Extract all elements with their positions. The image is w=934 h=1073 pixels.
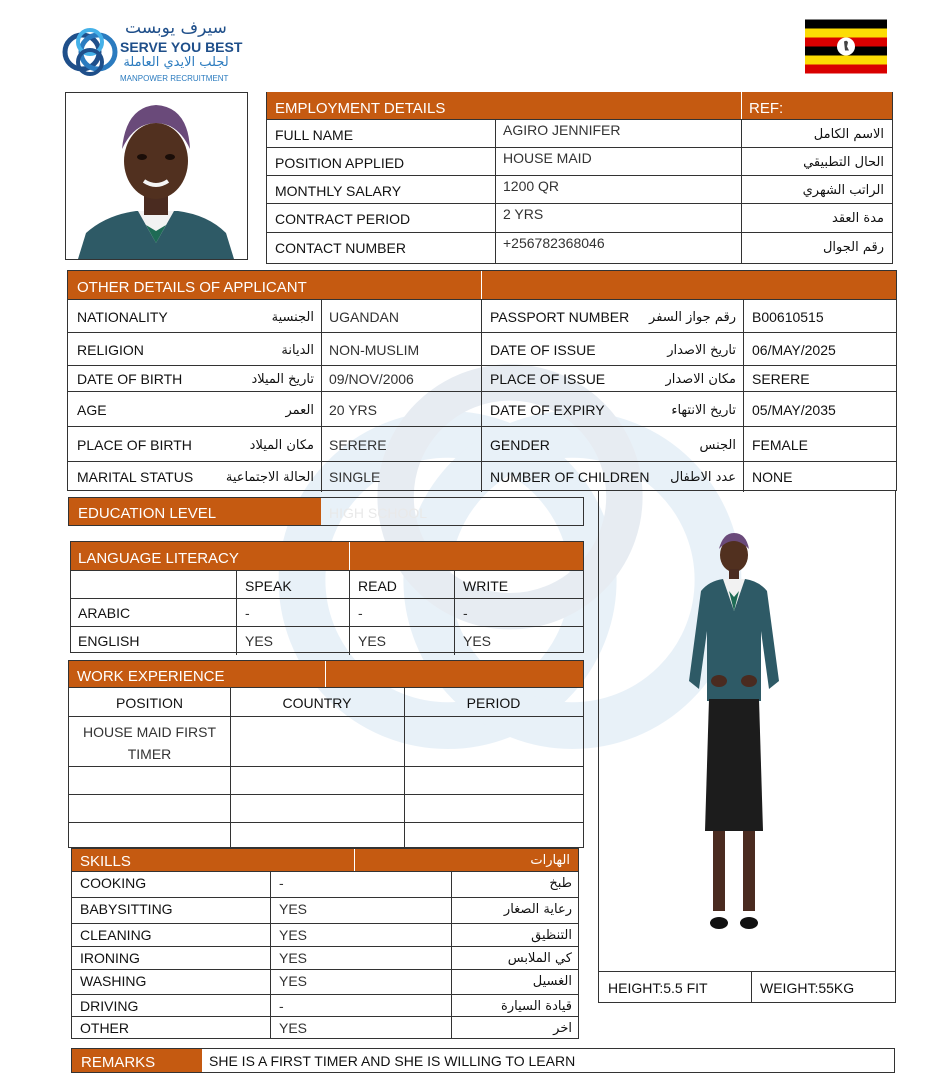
- work-row: [69, 822, 583, 848]
- employment-details-title: EMPLOYMENT DETAILS: [275, 100, 446, 117]
- skill-value: YES: [279, 950, 308, 966]
- employment-row-value: 2 YRS: [503, 206, 544, 222]
- column-divider: [743, 392, 744, 427]
- skill-row: [72, 923, 578, 946]
- column-divider: [495, 204, 496, 233]
- language-column-header: WRITE: [463, 578, 509, 594]
- remarks-header: [72, 1049, 202, 1072]
- column-divider: [741, 148, 742, 176]
- skill-value: YES: [279, 973, 308, 989]
- skill-name-arabic: التنظيق: [531, 928, 572, 943]
- skill-name-arabic: طبخ: [549, 876, 572, 891]
- work-row: [69, 716, 583, 766]
- column-divider: [270, 1017, 271, 1039]
- column-divider: [743, 333, 744, 366]
- other-right-arabic: عدد الاطفال: [670, 470, 736, 485]
- skills-title-arabic: الهارات: [530, 853, 570, 868]
- other-left-label: AGE: [77, 402, 107, 418]
- skill-name-arabic: كي الملابس: [507, 951, 572, 966]
- column-divider: [451, 1017, 452, 1039]
- language-literacy-header: [71, 542, 583, 570]
- other-left-arabic: العمر: [285, 403, 314, 418]
- column-divider: [270, 995, 271, 1017]
- other-right-label: GENDER: [490, 437, 550, 453]
- remarks-label: REMARKS: [81, 1054, 156, 1071]
- employment-row-label: CONTACT NUMBER: [275, 240, 406, 256]
- language-column-header-row: [71, 570, 583, 598]
- skill-row: [72, 994, 578, 1016]
- column-divider: [481, 427, 482, 462]
- education-level-value: HIGH SCHOOL: [329, 505, 428, 521]
- other-right-value: B00610515: [752, 309, 824, 325]
- other-details-row: [68, 461, 896, 491]
- employment-row-label: FULL NAME: [275, 127, 354, 143]
- column-divider: [230, 767, 231, 795]
- employment-row-arabic: مدة العقد: [832, 211, 884, 226]
- language-literacy-title: LANGUAGE LITERACY: [78, 550, 239, 567]
- remarks-row: [71, 1048, 895, 1073]
- other-right-label: NUMBER OF CHILDREN: [490, 469, 650, 485]
- employment-details-header: [267, 92, 892, 119]
- work-row: [69, 794, 583, 822]
- other-left-value: SERERE: [329, 437, 387, 453]
- language-skill-value: YES: [358, 633, 387, 649]
- column-divider: [270, 872, 271, 898]
- work-column-header: POSITION: [116, 695, 183, 711]
- skill-row: [72, 946, 578, 969]
- other-details-row: [68, 391, 896, 426]
- column-divider: [270, 947, 271, 970]
- column-divider: [270, 898, 271, 924]
- ref-label: REF:: [749, 100, 784, 117]
- other-details-row: [68, 426, 896, 461]
- work-experience-table: [68, 660, 584, 848]
- language-skill-value: -: [245, 605, 250, 621]
- other-left-value: NON-MUSLIM: [329, 342, 420, 358]
- skill-name: CLEANING: [80, 927, 152, 943]
- column-divider: [349, 627, 350, 655]
- language-row: [71, 598, 583, 626]
- other-left-arabic: الحالة الاجتماعية: [225, 470, 314, 485]
- column-divider: [741, 233, 742, 264]
- skill-name-arabic: قيادة السيارة: [501, 999, 572, 1014]
- work-experience-title: WORK EXPERIENCE: [77, 668, 225, 685]
- employment-row: [267, 119, 892, 147]
- company-logo: [60, 18, 243, 84]
- column-divider: [404, 767, 405, 795]
- other-right-arabic: تاريخ الاصدار: [667, 343, 736, 358]
- height-value: HEIGHT:5.5 FIT: [608, 980, 708, 996]
- other-right-arabic: تاريخ الانتهاء: [671, 403, 736, 418]
- other-right-value: FEMALE: [752, 437, 809, 453]
- skill-row: [72, 897, 578, 923]
- language-skill-value: YES: [245, 633, 274, 649]
- other-details-row: [68, 332, 896, 365]
- column-divider: [321, 462, 322, 492]
- column-divider: [495, 176, 496, 204]
- column-divider: [349, 571, 350, 599]
- column-divider: [451, 995, 452, 1017]
- other-right-value: 06/MAY/2025: [752, 342, 836, 358]
- other-details-header: [68, 271, 896, 299]
- skill-name: WASHING: [80, 973, 147, 989]
- column-divider: [481, 392, 482, 427]
- other-left-label: DATE OF BIRTH: [77, 371, 183, 387]
- applicant-full-photo-panel: [598, 490, 896, 1003]
- employment-row-label: CONTRACT PERIOD: [275, 211, 411, 227]
- portrait-image: [66, 93, 247, 259]
- logo-emblem-icon: [60, 22, 120, 82]
- employment-row-arabic: الراتب الشهري: [802, 183, 884, 198]
- other-left-label: NATIONALITY: [77, 309, 168, 325]
- language-literacy-table: [70, 541, 584, 653]
- skill-name: DRIVING: [80, 998, 139, 1014]
- language-column-header: READ: [358, 578, 397, 594]
- skill-name-arabic: رعاية الصغار: [503, 902, 572, 917]
- column-divider: [270, 924, 271, 947]
- skill-value: -: [279, 875, 284, 891]
- employment-row-arabic: رقم الجوال: [822, 240, 884, 255]
- employment-row-value: 1200 QR: [503, 178, 560, 194]
- other-details-row: [68, 365, 896, 391]
- other-left-value: 20 YRS: [329, 402, 377, 418]
- column-divider: [454, 571, 455, 599]
- other-left-arabic: الديانة: [281, 343, 314, 358]
- other-left-value: SINGLE: [329, 469, 381, 485]
- language-skill-value: -: [358, 605, 363, 621]
- other-right-label: PASSPORT NUMBER: [490, 309, 630, 325]
- column-divider: [481, 366, 482, 392]
- employment-row-value: AGIRO JENNIFER: [503, 122, 621, 138]
- skill-value: YES: [279, 1020, 308, 1036]
- employment-row-value: +256782368046: [503, 235, 605, 251]
- column-divider: [321, 392, 322, 427]
- employment-details-table: [266, 92, 893, 264]
- column-divider: [236, 599, 237, 627]
- column-divider: [236, 627, 237, 655]
- other-left-arabic: الجنسية: [271, 310, 314, 325]
- column-divider: [230, 823, 231, 849]
- employment-row: [267, 175, 892, 203]
- column-divider: [451, 872, 452, 898]
- column-divider: [495, 148, 496, 176]
- column-divider: [404, 717, 405, 767]
- skills-header: [72, 849, 578, 871]
- skill-row: [72, 1016, 578, 1038]
- column-divider: [451, 970, 452, 995]
- employment-row-value: HOUSE MAID: [503, 150, 592, 166]
- skill-name: BABYSITTING: [80, 901, 173, 917]
- work-column-header: PERIOD: [466, 695, 521, 711]
- other-right-value: 05/MAY/2035: [752, 402, 836, 418]
- other-right-value: NONE: [752, 469, 793, 485]
- other-details-table: [67, 270, 897, 491]
- employment-row: [267, 232, 892, 263]
- column-divider: [741, 120, 742, 148]
- employment-row: [267, 203, 892, 232]
- company-name-arabic: سيرف يوبست: [125, 18, 227, 38]
- column-divider: [451, 898, 452, 924]
- full-body-image: [679, 531, 789, 951]
- skill-name: OTHER: [80, 1020, 129, 1036]
- column-divider: [230, 717, 231, 767]
- skill-name-arabic: الغسيل: [532, 974, 572, 989]
- skill-name: IRONING: [80, 950, 140, 966]
- company-tagline: MANPOWER RECRUITMENT: [120, 74, 229, 83]
- employment-row: [267, 147, 892, 175]
- other-right-label: PLACE OF ISSUE: [490, 371, 606, 387]
- column-divider: [481, 300, 482, 333]
- education-level-row: [68, 497, 584, 526]
- other-left-label: MARITAL STATUS: [77, 469, 194, 485]
- other-left-value: 09/NOV/2006: [329, 371, 414, 387]
- language-skill-value: YES: [463, 633, 492, 649]
- education-level-header: [69, 498, 321, 525]
- other-right-value: SERERE: [752, 371, 810, 387]
- language-name: ENGLISH: [78, 633, 140, 649]
- work-position-line-2: TIMER: [127, 746, 172, 762]
- other-left-value: UGANDAN: [329, 309, 400, 325]
- column-divider: [349, 599, 350, 627]
- education-level-label: EDUCATION LEVEL: [78, 505, 217, 522]
- other-left-arabic: مكان الميلاد: [249, 438, 314, 453]
- column-divider: [743, 427, 744, 462]
- other-details-title: OTHER DETAILS OF APPLICANT: [77, 279, 307, 296]
- column-divider: [743, 462, 744, 492]
- company-subtitle-arabic: لجلب الايدي العاملة: [123, 55, 229, 70]
- language-row: [71, 626, 583, 654]
- column-divider: [495, 233, 496, 264]
- other-right-arabic: مكان الاصدار: [665, 372, 736, 387]
- column-divider: [743, 300, 744, 333]
- language-column-header: SPEAK: [245, 578, 292, 594]
- work-row: [69, 766, 583, 794]
- column-divider: [236, 571, 237, 599]
- skills-table: [71, 848, 579, 1039]
- skills-title: SKILLS: [80, 853, 131, 870]
- language-name: ARABIC: [78, 605, 131, 621]
- column-divider: [270, 970, 271, 995]
- column-divider: [481, 333, 482, 366]
- applicant-portrait-photo: [65, 92, 248, 260]
- other-right-arabic: رقم جواز السفر: [649, 310, 736, 325]
- column-divider: [321, 366, 322, 392]
- column-divider: [454, 599, 455, 627]
- skill-row: [72, 871, 578, 897]
- weight-value: WEIGHT:55KG: [760, 980, 855, 996]
- other-right-label: DATE OF ISSUE: [490, 342, 596, 358]
- column-divider: [741, 204, 742, 233]
- work-position-line-1: HOUSE MAID FIRST: [82, 724, 216, 740]
- language-skill-value: -: [463, 605, 468, 621]
- column-divider: [451, 924, 452, 947]
- work-column-header-row: [69, 687, 583, 716]
- column-divider: [321, 333, 322, 366]
- column-divider: [321, 300, 322, 333]
- other-right-label: DATE OF EXPIRY: [490, 402, 605, 418]
- skill-name: COOKING: [80, 875, 147, 891]
- skill-value: -: [279, 998, 284, 1014]
- employment-row-arabic: الحال التطبيقي: [803, 155, 884, 170]
- column-divider: [230, 795, 231, 823]
- column-divider: [741, 176, 742, 204]
- column-divider: [454, 627, 455, 655]
- column-divider: [451, 947, 452, 970]
- remarks-value: SHE IS A FIRST TIMER AND SHE IS WILLING TO LEARN: [209, 1053, 576, 1069]
- skill-value: YES: [279, 901, 308, 917]
- employment-row-label: MONTHLY SALARY: [275, 183, 402, 199]
- work-column-header: COUNTRY: [282, 695, 352, 711]
- column-divider: [404, 823, 405, 849]
- column-divider: [481, 462, 482, 492]
- other-left-label: PLACE OF BIRTH: [77, 437, 192, 453]
- column-divider: [743, 366, 744, 392]
- employment-row-arabic: الاسم الكامل: [813, 127, 884, 142]
- skill-name-arabic: اخر: [553, 1021, 572, 1036]
- other-left-label: RELIGION: [77, 342, 144, 358]
- other-right-arabic: الجنس: [699, 438, 736, 453]
- skill-row: [72, 969, 578, 994]
- column-divider: [404, 795, 405, 823]
- other-left-arabic: تاريخ الميلاد: [251, 372, 314, 387]
- work-experience-header: [69, 661, 583, 687]
- company-name: SERVE YOU BEST: [120, 39, 243, 55]
- column-divider: [495, 120, 496, 148]
- column-divider: [321, 427, 322, 462]
- other-details-row: [68, 299, 896, 332]
- skill-value: YES: [279, 927, 308, 943]
- employment-row-label: POSITION APPLIED: [275, 155, 405, 171]
- uganda-flag-icon: [805, 19, 887, 74]
